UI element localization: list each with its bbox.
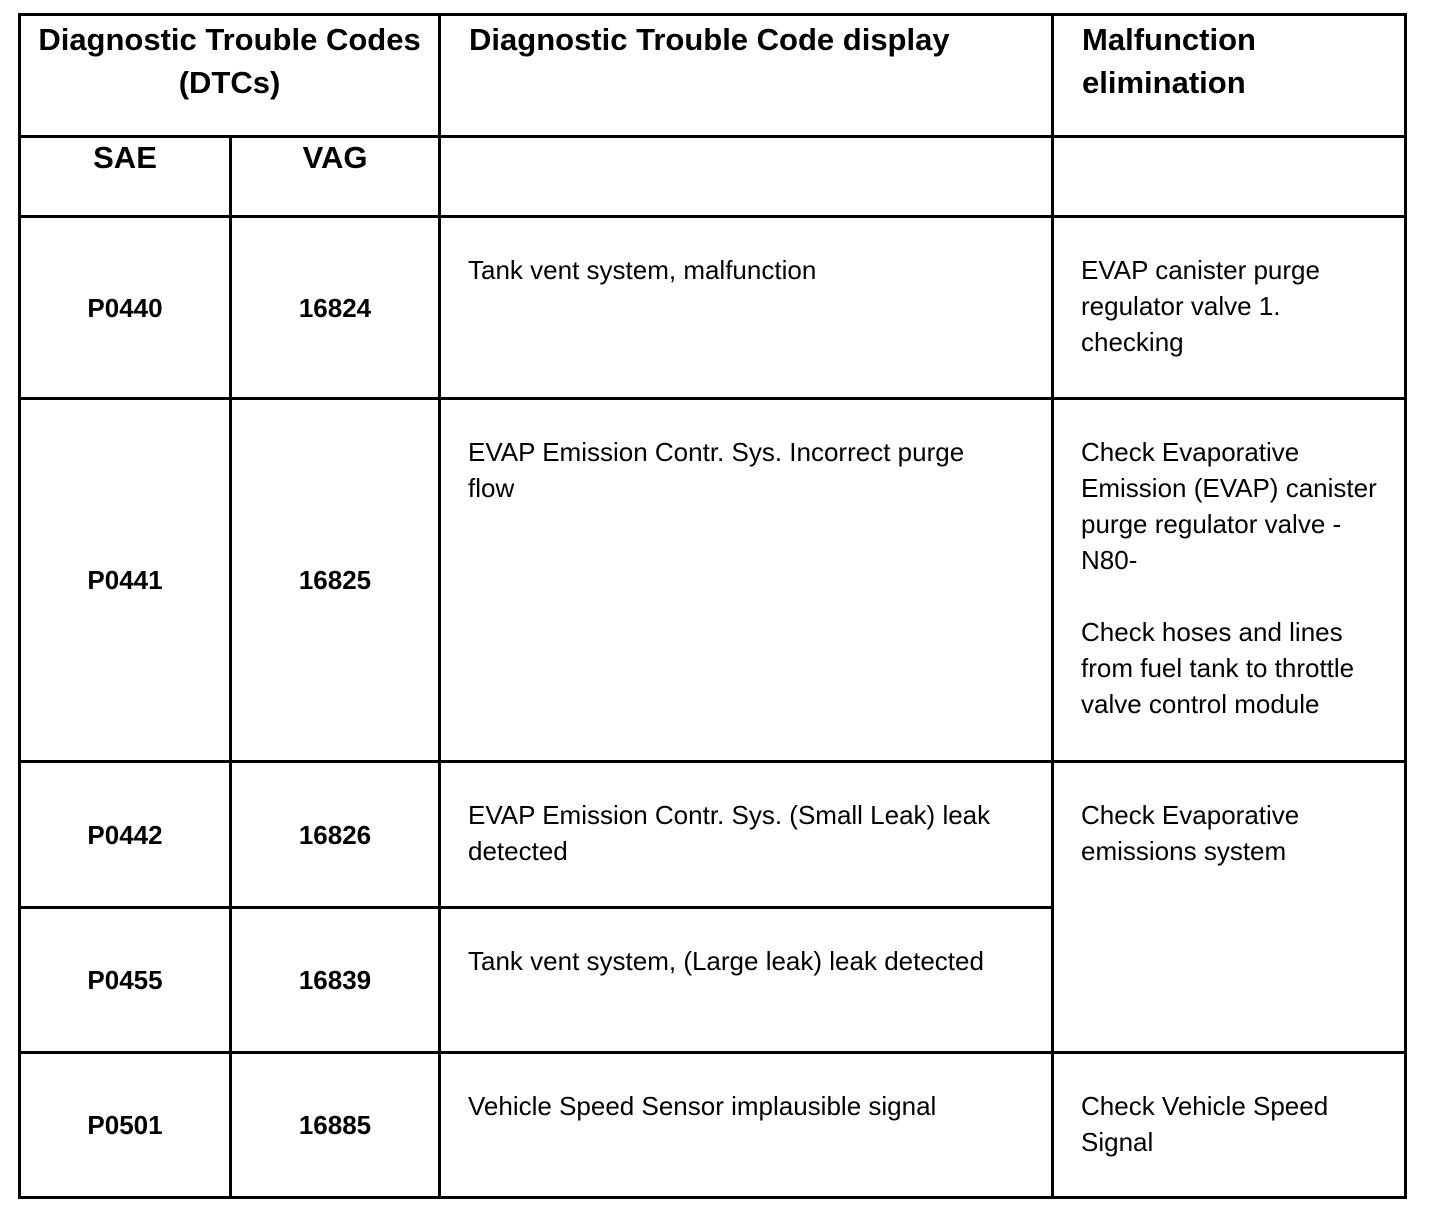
elimination-text: Check Evaporative emissions system — [1081, 800, 1300, 866]
sae-header: SAE — [20, 137, 231, 217]
empty-cell — [440, 137, 1053, 217]
sae-code: P0455 — [20, 908, 231, 1053]
elimination-text: EVAP canister purge regulator valve 1. checking — [1081, 255, 1320, 357]
table-row — [20, 399, 1406, 762]
dtc-table — [18, 13, 1407, 1199]
dtc-display-text: Vehicle Speed Sensor implausible signal — [440, 1053, 1053, 1198]
display-header: Diagnostic Trouble Code display — [440, 15, 1053, 137]
table-subheader-row — [20, 137, 1406, 217]
sae-code: P0441 — [20, 399, 231, 762]
elimination-header: Malfunction elimination — [1053, 15, 1406, 137]
vag-code: 16825 — [231, 399, 440, 762]
table-header-row — [20, 15, 1406, 137]
table-row — [20, 1053, 1406, 1198]
sae-code: P0440 — [20, 217, 231, 399]
dtc-display-text: Tank vent system, malfunction — [440, 217, 1053, 399]
empty-cell — [1053, 137, 1406, 217]
malfunction-elimination — [1053, 399, 1406, 762]
malfunction-elimination — [1053, 762, 1406, 1053]
table-row — [20, 762, 1406, 908]
dtc-display-text: EVAP Emission Contr. Sys. Incorrect purge flow — [440, 399, 1053, 762]
vag-code: 16824 — [231, 217, 440, 399]
table-row — [20, 217, 1406, 399]
vag-code: 16839 — [231, 908, 440, 1053]
malfunction-elimination — [1053, 217, 1406, 399]
vag-header: VAG — [231, 137, 440, 217]
elimination-text: Check Evaporative Emission (EVAP) canister purge regulator valve -N80- — [1081, 437, 1377, 575]
elimination-text: Check hoses and lines from fuel tank to throttle valve control module — [1081, 617, 1355, 719]
dtc-display-text: Tank vent system, (Large leak) leak detected — [440, 908, 1053, 1053]
vag-code: 16826 — [231, 762, 440, 908]
dtc-display-text: EVAP Emission Contr. Sys. (Small Leak) leak detected — [440, 762, 1053, 908]
malfunction-elimination — [1053, 1053, 1406, 1198]
sae-code: P0442 — [20, 762, 231, 908]
vag-code: 16885 — [231, 1053, 440, 1198]
dtc-group-header: Diagnostic Trouble Codes (DTCs) — [20, 15, 440, 137]
elimination-text: Check Vehicle Speed Signal — [1081, 1091, 1329, 1157]
sae-code: P0501 — [20, 1053, 231, 1198]
